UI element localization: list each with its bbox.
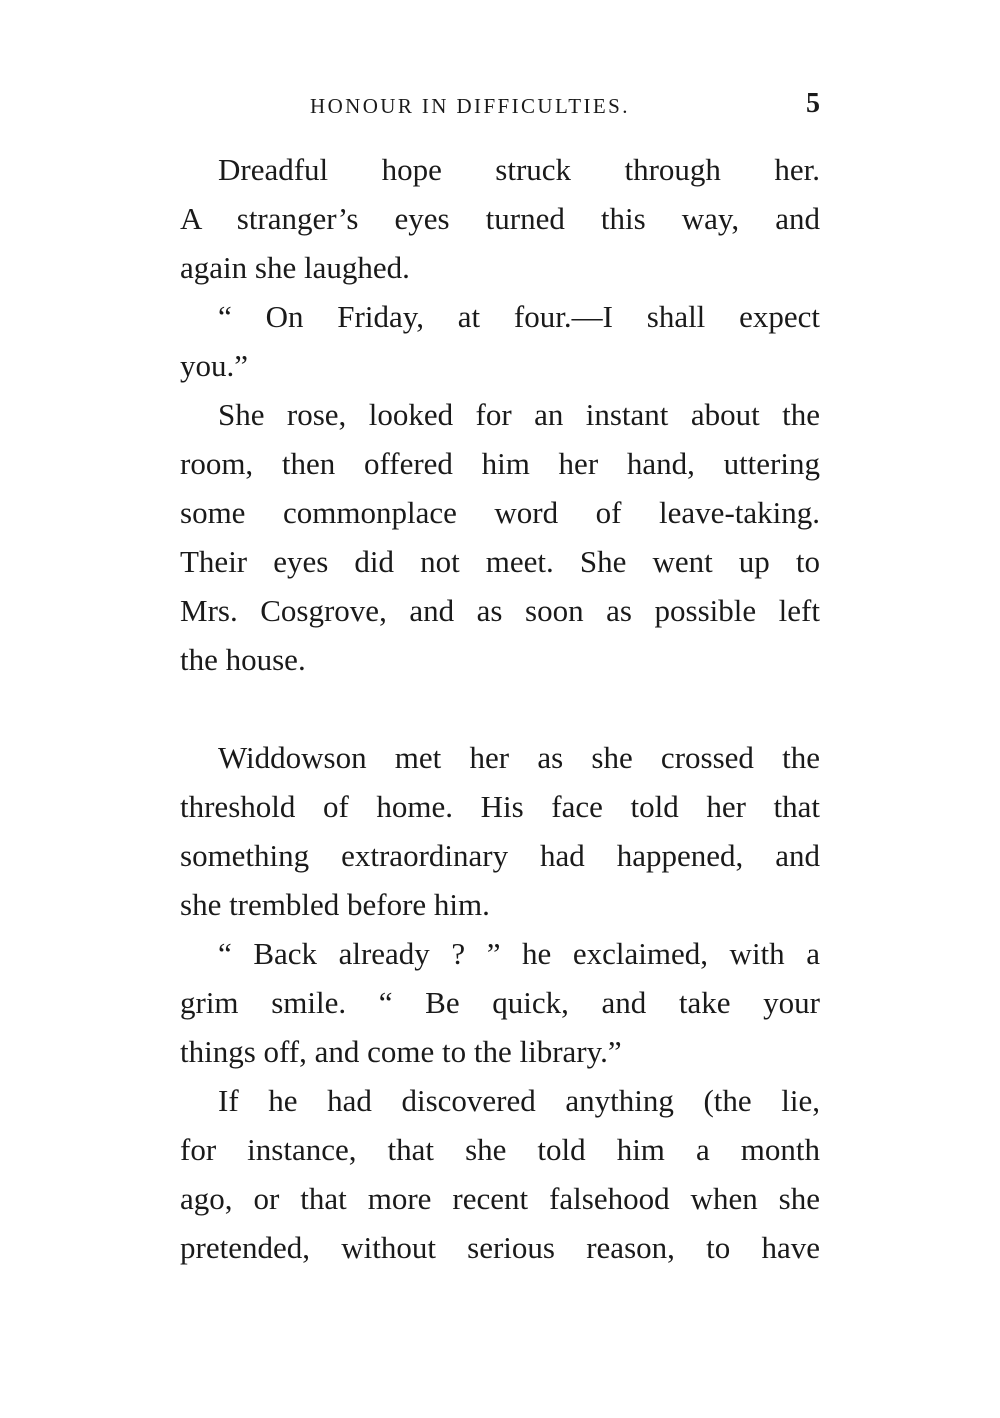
paragraph	[180, 145, 820, 292]
text-line: she trembled before him.	[180, 887, 490, 922]
running-head	[180, 88, 820, 124]
text-line: Their eyes did not meet. She went up to	[180, 544, 820, 579]
text-line: “ On Friday, at four.—I shall expect	[218, 299, 820, 334]
page-number: 5	[806, 88, 820, 119]
text-line: the house.	[180, 642, 306, 677]
text-line: If he had discovered anything (the lie,	[218, 1083, 820, 1118]
text-line: again she laughed.	[180, 250, 410, 285]
paragraph	[180, 1076, 820, 1272]
text-line: some commonplace word of leave-taking.	[180, 495, 820, 530]
text-line: threshold of home. His face told her that	[180, 789, 820, 824]
text-line: Dreadful hope struck through her.	[218, 152, 820, 187]
paragraph	[180, 733, 820, 929]
paragraph	[180, 929, 820, 1076]
text-line: grim smile. “ Be quick, and take your	[180, 985, 820, 1020]
text-line: pretended, without serious reason, to have	[180, 1230, 820, 1265]
text-line: things off, and come to the library.”	[180, 1034, 622, 1069]
paragraph	[180, 292, 820, 390]
body-text	[180, 145, 820, 1272]
text-line: room, then offered him her hand, uttering	[180, 446, 820, 481]
text-line: A stranger’s eyes turned this way, and	[180, 201, 820, 236]
text-line: She rose, looked for an instant about the	[218, 397, 820, 432]
text-line: ago, or that more recent falsehood when she	[180, 1181, 820, 1216]
text-line: Widdowson met her as she crossed the	[218, 740, 820, 775]
text-line: Mrs. Cosgrove, and as soon as possible left	[180, 593, 820, 628]
text-line: you.”	[180, 348, 249, 383]
text-line: something extraordinary had happened, and	[180, 838, 820, 873]
section-break	[180, 684, 820, 733]
text-line: for instance, that she told him a month	[180, 1132, 820, 1167]
paragraph	[180, 390, 820, 684]
text-line: “ Back already ? ” he exclaimed, with a	[218, 936, 820, 971]
running-title: HONOUR IN DIFFICULTIES.	[310, 94, 630, 118]
